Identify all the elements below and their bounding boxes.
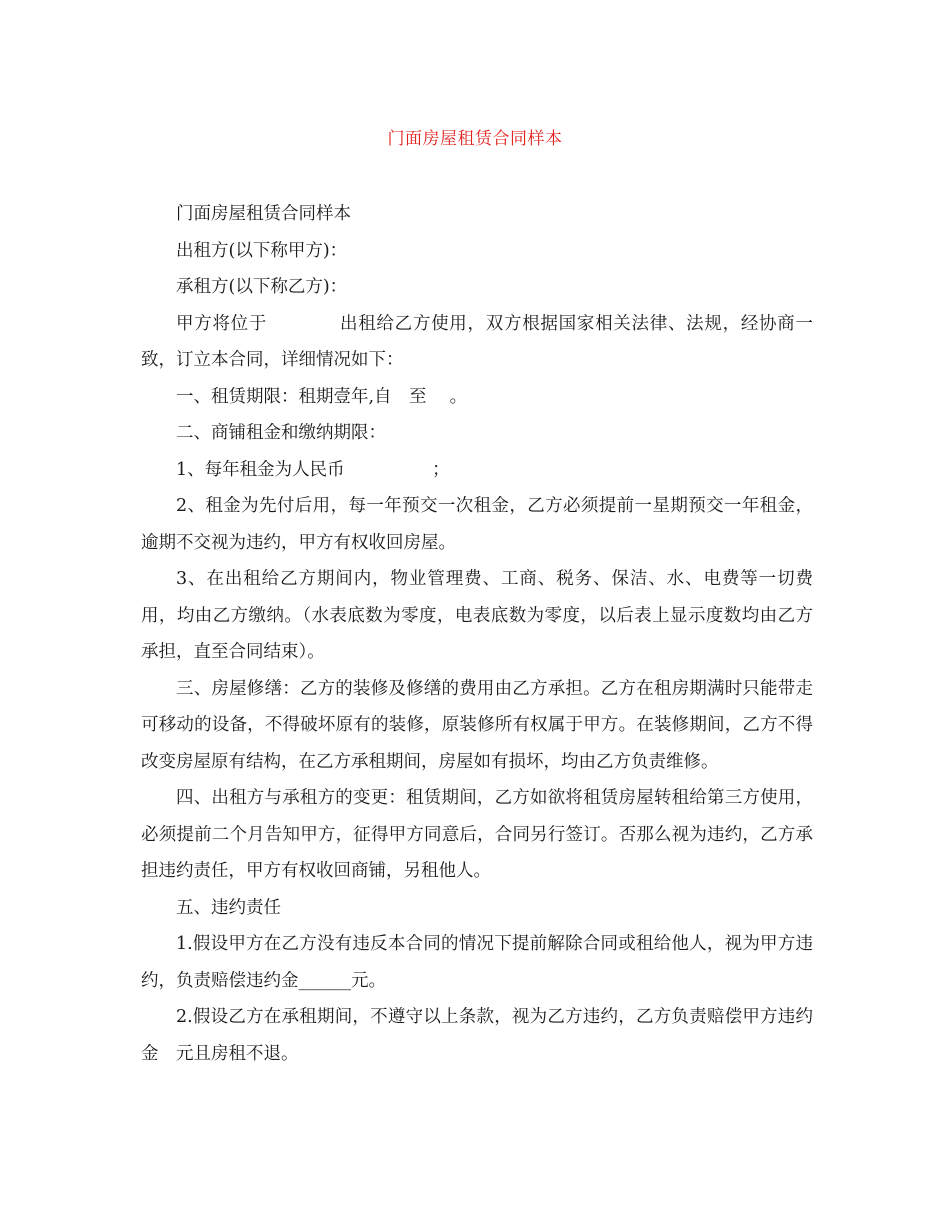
paragraph-lessee: 承租方(以下称乙方)： xyxy=(176,277,348,297)
paragraph-term: 一、租赁期限：租期壹年,自 至 。 xyxy=(176,386,468,407)
paragraph-intro: 甲方将位于 出租给乙方使用，双方根据国家相关法律、法规，经协商一致，订立本合同，详细情况如下： xyxy=(141,313,813,370)
document-body xyxy=(141,196,813,1072)
paragraph-change: 四、出租方与承租方的变更：租赁期间，乙方如欲将租赁房屋转租给第三方使用，必须提前二个月告知甲方，征得甲方同意后，合同另行签订。否那么视为违约，乙方承担违约责任，甲方有权收回商铺，另租他人。 xyxy=(141,788,813,881)
paragraph-repair: 三、房屋修缮：乙方的装修及修缮的费用由乙方承担。乙方在租房期满时只能带走可移动的设备，不得破坏原有的装修，原装修所有权属于甲方。在装修期间，乙方不得改变房屋原有结构，在乙方承租期间，房屋如有损坏，均由乙方负责维修。 xyxy=(141,678,813,772)
paragraph-rent-1: 1、每年租金为人民币 ； xyxy=(176,459,450,480)
document-title: 门面房屋租赁合同样本 xyxy=(387,129,563,149)
paragraph-breach-heading: 五、违约责任 xyxy=(176,897,281,918)
paragraph-rent-heading: 二、商铺租金和缴纳期限： xyxy=(176,423,386,443)
paragraph-lessor: 出租方(以下称甲方)： xyxy=(176,240,348,261)
paragraph-rent-3: 3、在出租给乙方期间内，物业管理费、工商、税务、保洁、水、电费等一切费用，均由乙方缴纳。（水表底数为零度，电表底数为零度，以后表上显示度数均由乙方承担，直至合同结束）。 xyxy=(141,569,813,662)
paragraph-breach-1: 1.假设甲方在乙方没有违反本合同的情况下提前解除合同或租给他人，视为甲方违约，负责赔偿违约金______元。 xyxy=(141,934,813,991)
paragraph-heading: 门面房屋租赁合同样本 xyxy=(176,204,351,224)
paragraph-breach-2: 2.假设乙方在承租期间，不遵守以上条款，视为乙方违约，乙方负责赔偿甲方违约金 元且房租不退。 xyxy=(141,1007,813,1064)
paragraph-rent-2: 2、租金为先付后用，每一年预交一次租金，乙方必须提前一星期预交一年租金，逾期不交视为违约，甲方有权收回房屋。 xyxy=(141,496,813,553)
